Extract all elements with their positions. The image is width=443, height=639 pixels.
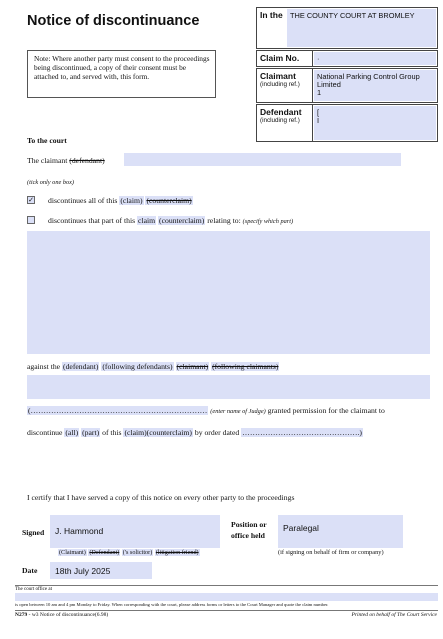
discontinue-all-checkbox[interactable] — [27, 196, 35, 204]
signer-capacity-options — [58, 549, 200, 556]
claimant-prefix: The claimant — [27, 156, 68, 165]
firm-caption: (if signing on behalf of firm or company) — [278, 549, 384, 556]
option1-claim[interactable]: (claim) — [120, 196, 143, 205]
option-discontinue-all — [48, 196, 193, 205]
signed-label: Signed — [22, 528, 45, 537]
position-field[interactable] — [278, 515, 403, 548]
caption-claimant[interactable]: (Claimant) — [59, 549, 86, 556]
claim-no-label: Claim No. — [260, 53, 300, 63]
against-defendant[interactable]: (defendant) — [63, 362, 99, 371]
order-date-field[interactable]: ……………………………………….) — [242, 428, 362, 437]
opening-hours-text: is open between 10 am and 4 pm Monday to Friday. When corresponding with the court, please address forms or letters to the Court Manager and quote the claim number. — [15, 602, 329, 607]
claim-no-value: · — [317, 54, 320, 63]
date-field[interactable] — [50, 562, 152, 579]
position-label-line2: office held — [231, 531, 265, 540]
discontinue-part-checkbox[interactable] — [27, 216, 35, 224]
parties-field[interactable] — [27, 375, 430, 399]
order-dated-text: by order dated — [194, 428, 240, 437]
claimant-name-field[interactable] — [124, 153, 401, 166]
against-following-claimants[interactable]: (following claimants) — [212, 362, 279, 371]
order-all[interactable]: (all) — [65, 428, 79, 437]
claimant-sub-label: (including ref.) — [260, 81, 300, 88]
against-line — [27, 362, 279, 371]
caption-defendant[interactable]: (Defendant) — [89, 549, 120, 556]
date-value: 18th July 2025 — [55, 566, 111, 576]
defendant-value: [ — [317, 108, 320, 117]
order-claim-counterclaim[interactable]: (claim)(counterclaim) — [124, 428, 192, 437]
option2-text: discontinues that part of this — [48, 216, 136, 225]
signature-value: J. Hammond — [55, 526, 104, 536]
position-label-line1: Position or — [231, 520, 267, 529]
option-discontinue-part — [48, 216, 293, 225]
defendant-struck: (defendant) — [69, 156, 105, 165]
option2-counterclaim[interactable]: (counterclaim) — [159, 216, 205, 225]
form-name: Notice of discontinuance(6.98) — [39, 612, 109, 618]
court-name-value: THE COUNTY COURT AT BROMLEY — [290, 11, 415, 20]
checkmark-icon: ✓ — [28, 196, 34, 204]
tick-note: (tick only one box) — [27, 179, 75, 186]
defendant-sub-label: (including ref.) — [260, 117, 300, 124]
claimant-value: National Parking Control Group Limited — [317, 72, 420, 89]
judge-name-field[interactable]: (…………………………………………………………… — [28, 406, 208, 415]
caption-litigation-friend[interactable]: (litigation friend) — [155, 549, 199, 556]
against-prefix: against the — [27, 362, 61, 371]
signature-field[interactable] — [50, 515, 220, 548]
order-prefix: discontinue — [27, 428, 63, 437]
form-code: N279 — [15, 612, 28, 618]
option2-claim[interactable]: claim — [138, 216, 156, 225]
defendant-label: Defendant — [260, 107, 302, 117]
in-the-label: In the — [260, 10, 283, 20]
part-details-field[interactable] — [27, 231, 430, 354]
court-office-line: The court office at — [15, 587, 52, 592]
order-part[interactable]: (part) — [82, 428, 100, 437]
option1-counterclaim[interactable]: (counterclaim) — [146, 196, 192, 205]
caption-solicitor[interactable]: ('s solicitor) — [122, 549, 153, 556]
defendant-field[interactable] — [314, 106, 436, 140]
footer-rule-bottom — [15, 610, 438, 611]
claimant-field[interactable] — [314, 70, 436, 101]
court-name-row — [256, 7, 438, 49]
certify-statement: I certify that I have served a copy of this notice on every other party to the proceedings — [27, 493, 295, 502]
page-title: Notice of discontinuance — [27, 13, 200, 29]
consent-note: Note: Where another party must consent to the proceedings being discontinued, a copy of their consent must be attached to, and served with, this form. — [27, 50, 216, 98]
option2-relating: relating to: — [207, 216, 241, 225]
court-name-field[interactable] — [287, 9, 436, 47]
date-label: Date — [22, 566, 38, 575]
against-claimant[interactable]: (claimant) — [176, 362, 209, 371]
defendant-ref: I — [317, 116, 320, 125]
form-separator: - w3 — [28, 612, 39, 618]
footer-rule — [15, 585, 438, 586]
claimant-line — [27, 156, 105, 165]
option1-text: discontinues all of this — [48, 196, 118, 205]
option2-specify: (specify which part) — [242, 218, 294, 225]
order-of-this: of this — [102, 428, 122, 437]
form-reference — [15, 612, 108, 618]
defendant-row — [256, 104, 438, 142]
claimant-label: Claimant — [260, 71, 296, 81]
against-following-defendants[interactable]: (following defendants) — [102, 362, 173, 371]
position-value: Paralegal — [283, 523, 319, 533]
to-the-court-heading: To the court — [27, 136, 67, 145]
judge-permission-line — [27, 406, 385, 415]
claimant-row — [256, 68, 438, 103]
order-dated-line — [27, 428, 363, 437]
position-label — [231, 519, 267, 541]
judge-permission-text: granted permission for the claimant to — [267, 406, 385, 415]
court-office-address-field[interactable] — [15, 593, 438, 601]
claim-no-field[interactable] — [314, 52, 436, 65]
judge-name-hint: (enter name of Judge) — [210, 408, 266, 415]
claim-no-row — [256, 50, 438, 67]
printed-by: Printed on behalf of The Court Service — [351, 612, 437, 618]
claimant-ref: 1 — [317, 88, 322, 97]
